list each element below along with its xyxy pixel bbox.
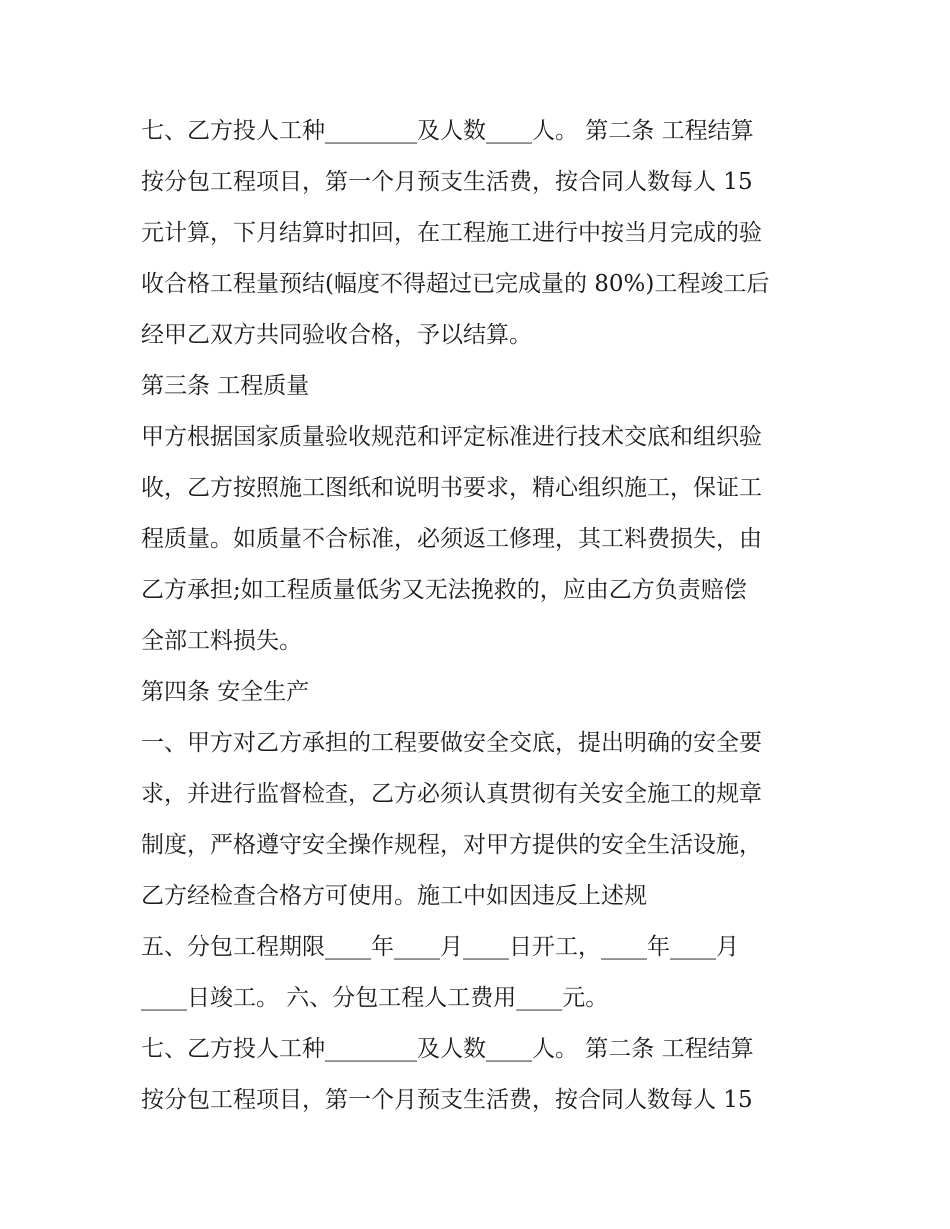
- text-line: 甲方根据国家质量验收规范和评定标准进行技术交底和组织验: [141, 424, 762, 450]
- text-line: 收，乙方按照施工图纸和说明书要求，精心组织施工，保证工: [141, 475, 762, 501]
- text-line: 求，并进行监督检查，乙方必须认真贯彻有关安全施工的规章: [141, 781, 762, 807]
- text-line: 五、分包工程期限____年____月____日开工，____年____月: [141, 934, 739, 960]
- text-line: 制度，严格遵守安全操作规程，对甲方提供的安全生活设施，: [141, 832, 762, 858]
- text-line: 全部工料损失。: [141, 628, 302, 654]
- text-line: 按分包工程项目，第一个月预支生活费，按合同人数每人 15: [141, 169, 753, 195]
- text-line: 经甲乙双方共同验收合格，予以结算。: [141, 322, 532, 348]
- text-line: ____日竣工。 六、分包工程人工费用____元。: [141, 985, 609, 1011]
- text-line: 程质量。如质量不合标准，必须返工修理，其工料费损失，由: [141, 526, 762, 552]
- text-line: 乙方承担;如工程质量低劣又无法挽救的，应由乙方负责赔偿: [141, 577, 747, 603]
- text-line: 元计算，下月结算时扣回，在工程施工进行中按当月完成的验: [141, 220, 762, 246]
- section-heading: 第四条 安全生产: [141, 679, 310, 705]
- text-line: 七、乙方投人工种________及人数____人。 第二条 工程结算: [141, 1036, 754, 1062]
- section-heading: 第三条 工程质量: [141, 373, 310, 399]
- document-body: [141, 106, 821, 1126]
- text-line: 乙方经检查合格方可使用。施工中如因违反上述规: [141, 883, 647, 909]
- text-line: 七、乙方投人工种________及人数____人。 第二条 工程结算: [141, 118, 754, 144]
- text-line: 按分包工程项目，第一个月预支生活费，按合同人数每人 15: [141, 1087, 753, 1113]
- text-line: 一、甲方对乙方承担的工程要做安全交底，提出明确的安全要: [141, 730, 762, 756]
- text-line: 收合格工程量预结(幅度不得超过已完成量的 80%)工程竣工后: [141, 271, 770, 297]
